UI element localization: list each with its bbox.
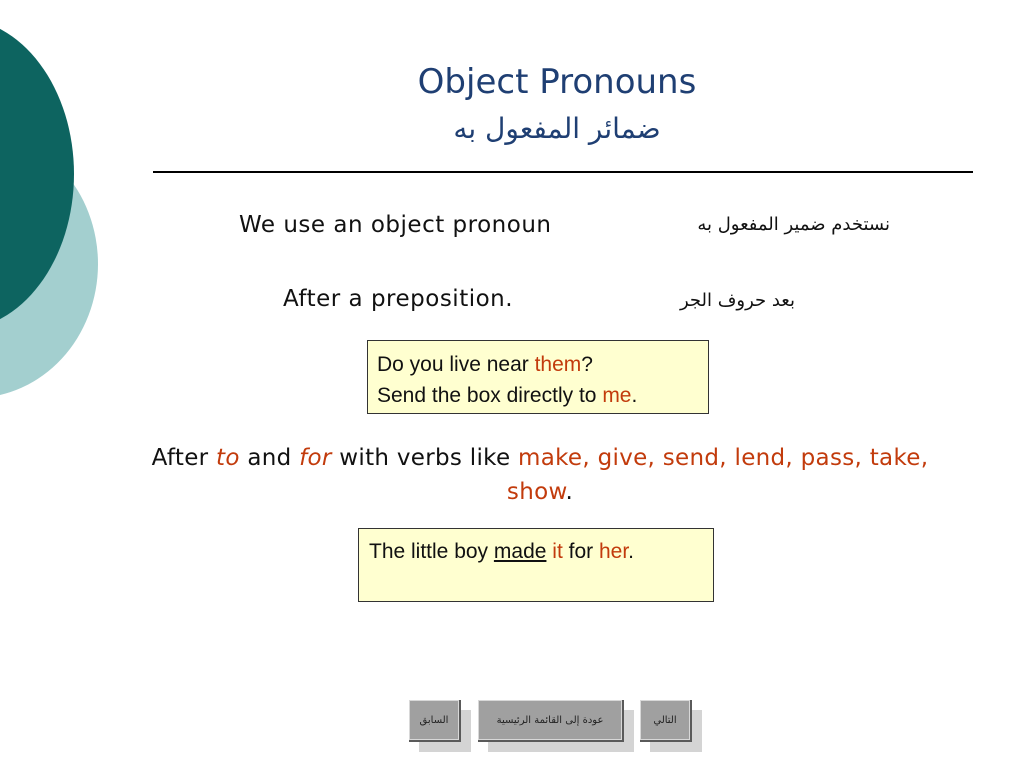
slide-title-arabic: ضمائر المفعول به [453,112,661,145]
word-made: made [493,540,547,563]
word-to: to [216,445,240,471]
rule2-text: After a preposition. [283,286,514,312]
example-box-1 [367,340,709,414]
next-label: التالي [640,700,690,740]
pronoun-her: her [598,540,629,563]
example1-line2: Send the box directly to me. [377,384,638,407]
rule2-arabic: بعد حروف الجر [679,290,795,311]
previous-label: السابق [409,700,459,740]
slide-title: Object Pronouns [417,62,697,102]
verb-list: make, give, send, lend, pass, take, show [506,445,929,505]
word-for: for [299,445,332,471]
pronoun-it: it [552,540,563,563]
rule1-text: We use an object pronoun [239,212,552,238]
example1-line1: Do you live near them? [377,353,593,376]
home-menu-label: عودة إلى القائمة الرئيسية [478,700,622,740]
rule1-arabic: نستخدم ضمير المفعول به [697,214,890,235]
example-box-2: The little boy made it for her. [358,528,714,602]
rule3-text: After to and for with verbs like make, give, send, lend, pass, take, show. [151,445,929,505]
pronoun-them: them [534,353,582,376]
title-divider [153,171,973,173]
pronoun-me: me [602,384,632,407]
